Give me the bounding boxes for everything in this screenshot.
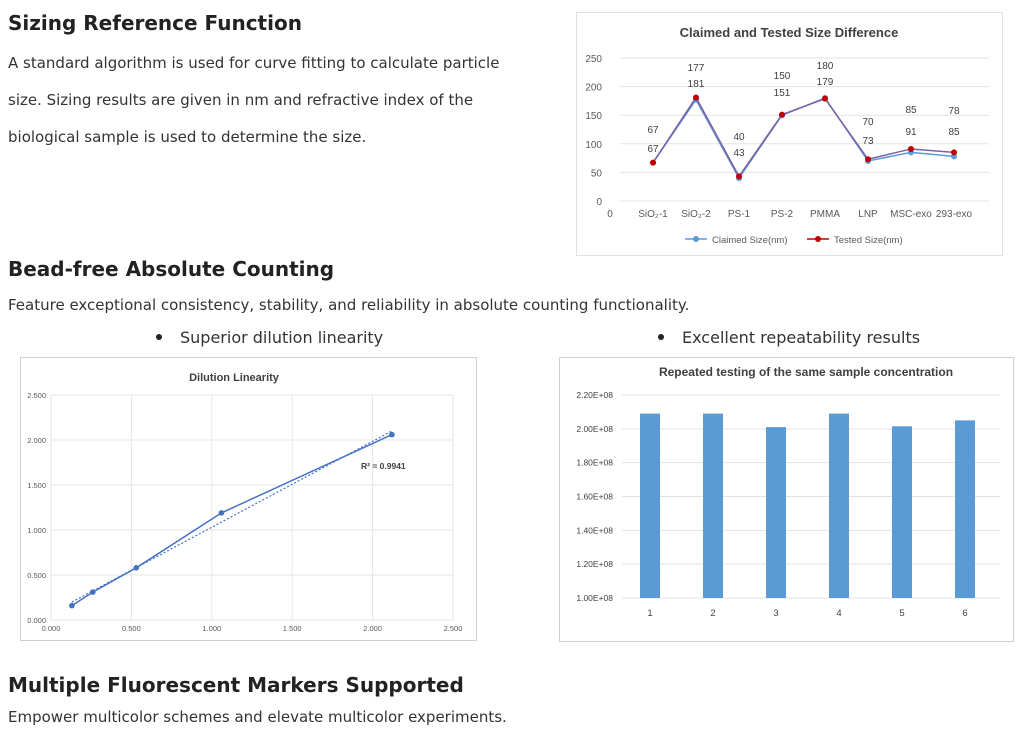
- data-label: 150: [773, 71, 791, 82]
- dilution-linearity-svg: [21, 358, 476, 640]
- bullet-dot: [156, 334, 162, 340]
- chart-title: Dilution Linearity: [189, 372, 279, 384]
- data-point: [865, 156, 871, 162]
- x-tick-label: 0.500: [122, 624, 141, 633]
- x-tick-label: 0.000: [41, 624, 61, 633]
- data-point: [650, 160, 656, 166]
- legend-marker-tested: [815, 236, 821, 242]
- data-point: [219, 510, 225, 516]
- section-title-sizing: Sizing Reference Function: [8, 11, 302, 35]
- x-zero-label: 0: [607, 209, 613, 220]
- x-tick-label: LNP: [858, 209, 878, 220]
- x-tick-label: 6: [962, 608, 968, 619]
- legend-label: Claimed Size(nm): [712, 235, 788, 246]
- bar: [829, 414, 849, 598]
- data-label: 40: [733, 132, 745, 143]
- section-title-counting: Bead-free Absolute Counting: [8, 257, 335, 281]
- data-label: 181: [687, 79, 705, 90]
- x-tick-label: PS-1: [727, 209, 751, 220]
- r-squared-annotation: R² = 0.9941: [361, 461, 406, 471]
- y-tick-label: 2.00E+08: [576, 423, 613, 434]
- bar: [640, 414, 660, 598]
- y-tick-label: 250: [585, 54, 602, 65]
- repeatability-chart: [559, 357, 1014, 642]
- sizing-text-line2: size. Sizing results are given in nm and refractive index of the: [8, 91, 474, 109]
- x-tick-label: 5: [899, 608, 905, 619]
- size-difference-chart: [576, 12, 1003, 256]
- y-tick-label: 150: [585, 111, 602, 123]
- y-tick-label: 1.20E+08: [576, 559, 613, 570]
- data-point: [693, 94, 699, 100]
- data-point: [389, 432, 395, 438]
- data-point: [133, 565, 139, 571]
- y-tick-label: 0.000: [27, 616, 46, 625]
- y-tick-label: 2.500: [27, 391, 46, 400]
- sizing-text-line3: biological sample is used to determine the size.: [8, 128, 367, 146]
- y-tick-label: 1.00E+08: [576, 593, 613, 603]
- bar: [703, 414, 723, 598]
- y-tick-label: 50: [590, 168, 602, 180]
- y-tick-label: 1.500: [27, 481, 46, 490]
- data-label: 179: [816, 77, 834, 88]
- y-tick-label: 1.000: [27, 526, 46, 535]
- bullet-dilution-label: Superior dilution linearity: [180, 328, 384, 347]
- data-point: [90, 589, 96, 595]
- data-label: 180: [816, 61, 834, 72]
- fluorescent-desc: Empower multicolor schemes and elevate multicolor experiments.: [8, 708, 507, 726]
- legend-marker-claimed: [693, 236, 699, 242]
- y-tick-label: 1.80E+08: [576, 457, 613, 468]
- bar: [955, 420, 975, 598]
- bullet-dot: [658, 334, 664, 340]
- data-label: 70: [862, 117, 874, 128]
- counting-desc: Feature exceptional consistency, stability, and reliability in absolute counting functionality.: [8, 296, 690, 314]
- sizing-text-line1: A standard algorithm is used for curve fitting to calculate particle: [8, 54, 500, 72]
- bullet-repeatability-label: Excellent repeatability results: [682, 328, 921, 347]
- x-tick-label: SiO₂-2: [681, 209, 711, 220]
- x-tick-label: 2: [710, 608, 716, 619]
- x-tick-label: PS-2: [770, 209, 794, 220]
- y-tick-label: 2.000: [27, 436, 46, 445]
- legend-label: Tested Size(nm): [834, 235, 903, 246]
- y-tick-label: 0: [596, 197, 602, 208]
- y-tick-label: 1.40E+08: [576, 525, 613, 536]
- x-tick-label: 3: [773, 608, 779, 619]
- x-tick-label: MSC-exo: [890, 209, 932, 220]
- repeatability-svg: [560, 358, 1013, 641]
- x-tick-label: 1.500: [282, 624, 302, 633]
- data-label: 85: [948, 127, 960, 138]
- data-point: [69, 603, 75, 609]
- data-label: 67: [647, 125, 659, 136]
- bar: [892, 426, 912, 598]
- data-label: 67: [647, 144, 659, 155]
- data-label: 73: [862, 136, 874, 147]
- x-tick-label: 2.000: [363, 624, 382, 633]
- x-tick-label: 4: [836, 608, 842, 619]
- bar: [766, 427, 786, 598]
- y-tick-label: 200: [585, 82, 602, 94]
- chart-title: Repeated testing of the same sample concentration: [658, 365, 954, 379]
- data-label: 85: [905, 105, 917, 116]
- size-difference-svg: [577, 13, 1002, 255]
- data-point: [779, 112, 785, 118]
- x-tick-label: 293-exo: [935, 209, 973, 220]
- y-tick-label: 0.500: [27, 571, 46, 580]
- y-tick-label: 100: [585, 139, 602, 151]
- data-point: [951, 149, 957, 155]
- bullet-repeatability: [658, 328, 920, 347]
- bullet-dilution: [156, 328, 383, 347]
- data-point: [736, 173, 742, 179]
- data-label: 43: [733, 148, 745, 159]
- data-point: [908, 146, 914, 152]
- x-tick-label: 2.500: [443, 624, 463, 633]
- data-point: [822, 96, 828, 102]
- x-tick-label: PMMA: [810, 209, 840, 220]
- y-tick-label: 1.60E+08: [576, 491, 613, 502]
- data-label: 78: [948, 106, 960, 117]
- data-label: 151: [773, 88, 791, 99]
- section-title-fluorescent: Multiple Fluorescent Markers Supported: [8, 673, 464, 697]
- dilution-linearity-chart: [20, 357, 477, 641]
- x-tick-label: 1.000: [202, 624, 222, 633]
- chart-title: Claimed and Tested Size Difference: [679, 25, 899, 40]
- data-label: 177: [687, 63, 705, 74]
- x-tick-label: 1: [647, 608, 653, 619]
- x-tick-label: SiO₂-1: [638, 209, 668, 220]
- data-label: 91: [905, 127, 917, 138]
- series-line: [72, 435, 392, 606]
- y-tick-label: 2.20E+08: [576, 390, 613, 400]
